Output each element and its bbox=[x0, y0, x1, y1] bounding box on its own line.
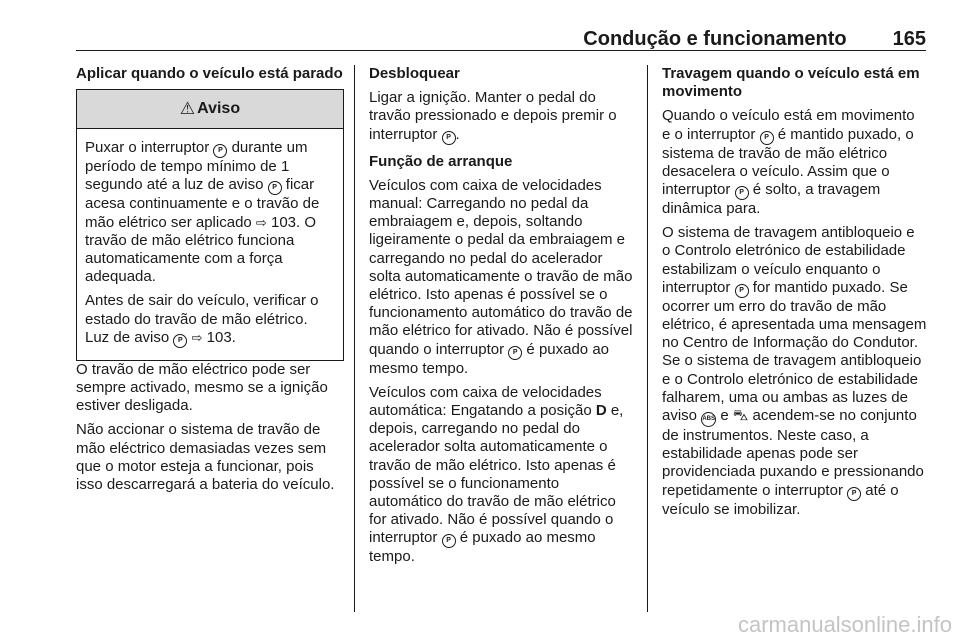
gear-position-label: D bbox=[595, 402, 607, 420]
warning-body bbox=[77, 129, 343, 360]
warning-header bbox=[77, 90, 343, 129]
parking-brake-icon: P bbox=[760, 131, 774, 145]
page-number: 165 bbox=[892, 28, 926, 50]
parking-brake-icon: P bbox=[173, 334, 187, 348]
paragraph: O travão de mão eléctrico pode ser sempre activado, mesmo se a ignição estiver desligada. bbox=[76, 360, 328, 415]
watermark: carmanualsonline.info bbox=[737, 612, 952, 637]
page-header bbox=[76, 28, 926, 50]
paragraph: Não accionar o sistema de travão de mão eléctrico demasiadas vezes sem que o motor esteja a funcionar, pois isso descarregará a bateria do veículo. bbox=[76, 421, 335, 494]
paragraph: Veículos com caixa de velocidades automática: Engatando a posição D e, depois, carregando no pedal do acelerador solta automaticamente o travão de mão elétrico. Isto apenas é possível se o funcionamento automático do travão de mão elétrico for ativado. Não é possível quando o interruptor P é puxado ao mesmo tempo. bbox=[369, 383, 624, 566]
stability-control-icon: ⛍ bbox=[732, 407, 749, 425]
section-heading: Travagem quando o veículo está em movimento bbox=[662, 65, 920, 101]
warning-label: Aviso bbox=[197, 100, 241, 118]
section-heading: Aplicar quando o veículo está parado bbox=[76, 65, 343, 82]
section-heading: Função de arranque bbox=[369, 152, 513, 170]
abs-warning-icon: ABS bbox=[701, 412, 716, 427]
parking-brake-icon: P bbox=[442, 534, 456, 548]
paragraph: Quando o veículo está em movimento e o interruptor P é mantido puxado, o sistema de travão de mão elétrico desacelera o veículo. Assim que o interruptor P é solto, a travagem dinâmica para. bbox=[662, 107, 915, 218]
warning-icon: ⚠ bbox=[179, 99, 196, 119]
parking-brake-icon: P bbox=[213, 144, 227, 158]
parking-brake-icon: P bbox=[442, 131, 456, 145]
column-divider bbox=[647, 65, 648, 612]
parking-brake-icon: P bbox=[508, 346, 522, 360]
column-divider bbox=[354, 65, 355, 612]
column-1 bbox=[76, 65, 344, 500]
paragraph: O sistema de travagem antibloqueio e o Controlo eletrónico de estabilidade estabilizam o veículo enquanto o interruptor P for mantido puxado. Se ocorrer um erro do travão de mão elétrico, é apresentada uma mensagem no Centro de Informação do Condutor. Se o sistema de travagem antibloqueio e o Controlo eletrónico de estabilidade falharem, uma ou ambas as luzes de aviso ABS e ⛍ acendem-se no conjunto de instrumentos. Neste caso, a estabilidade apenas pode ser providenciada puxando e pressionando repetidamente o interruptor P até o veículo se imobilizar. bbox=[662, 224, 927, 518]
header-rule bbox=[76, 50, 926, 51]
paragraph: Veículos com caixa de velocidades manual: Carregando no pedal da embraiagem e, depois, soltando ligeiramente o pedal da embraiagem e carregando no pedal do acelerador solta automaticamente o travão de mão elétrico. Isto apenas é possível se o funcionamento automático do travão de mão elétrico for ativado. Não é possível quando o interruptor P é puxado ao mesmo tempo. bbox=[369, 176, 633, 377]
parking-brake-icon: P bbox=[735, 284, 749, 298]
paragraph: Ligar a ignição. Manter o pedal do travão pressionado e depois premir o interruptor P . bbox=[369, 89, 617, 143]
section-heading: Desbloquear bbox=[369, 65, 460, 82]
column-2 bbox=[369, 65, 635, 573]
page-ref-arrow-icon[interactable]: ⇨ bbox=[255, 214, 267, 230]
warning-box bbox=[76, 89, 344, 361]
parking-brake-icon: P bbox=[735, 186, 749, 200]
warning-paragraph: Antes de sair do veículo, verificar o estado do travão de mão elétrico. Luz de aviso P ⇨ 103. bbox=[85, 292, 319, 346]
parking-brake-icon: P bbox=[268, 181, 282, 195]
column-3 bbox=[662, 65, 927, 525]
page-ref-arrow-icon[interactable]: ⇨ bbox=[191, 329, 203, 345]
parking-brake-icon: P bbox=[847, 487, 861, 501]
chapter-title: Condução e funcionamento bbox=[583, 28, 847, 50]
warning-paragraph: Puxar o interruptor P durante um período de tempo mínimo de 1 segundo até a luz de aviso P ficar acesa continuamente e o travão de mão elétrico ser aplicado ⇨ 103. O travão de mão elétrico funciona automaticamente com a força adequada. bbox=[85, 139, 320, 286]
